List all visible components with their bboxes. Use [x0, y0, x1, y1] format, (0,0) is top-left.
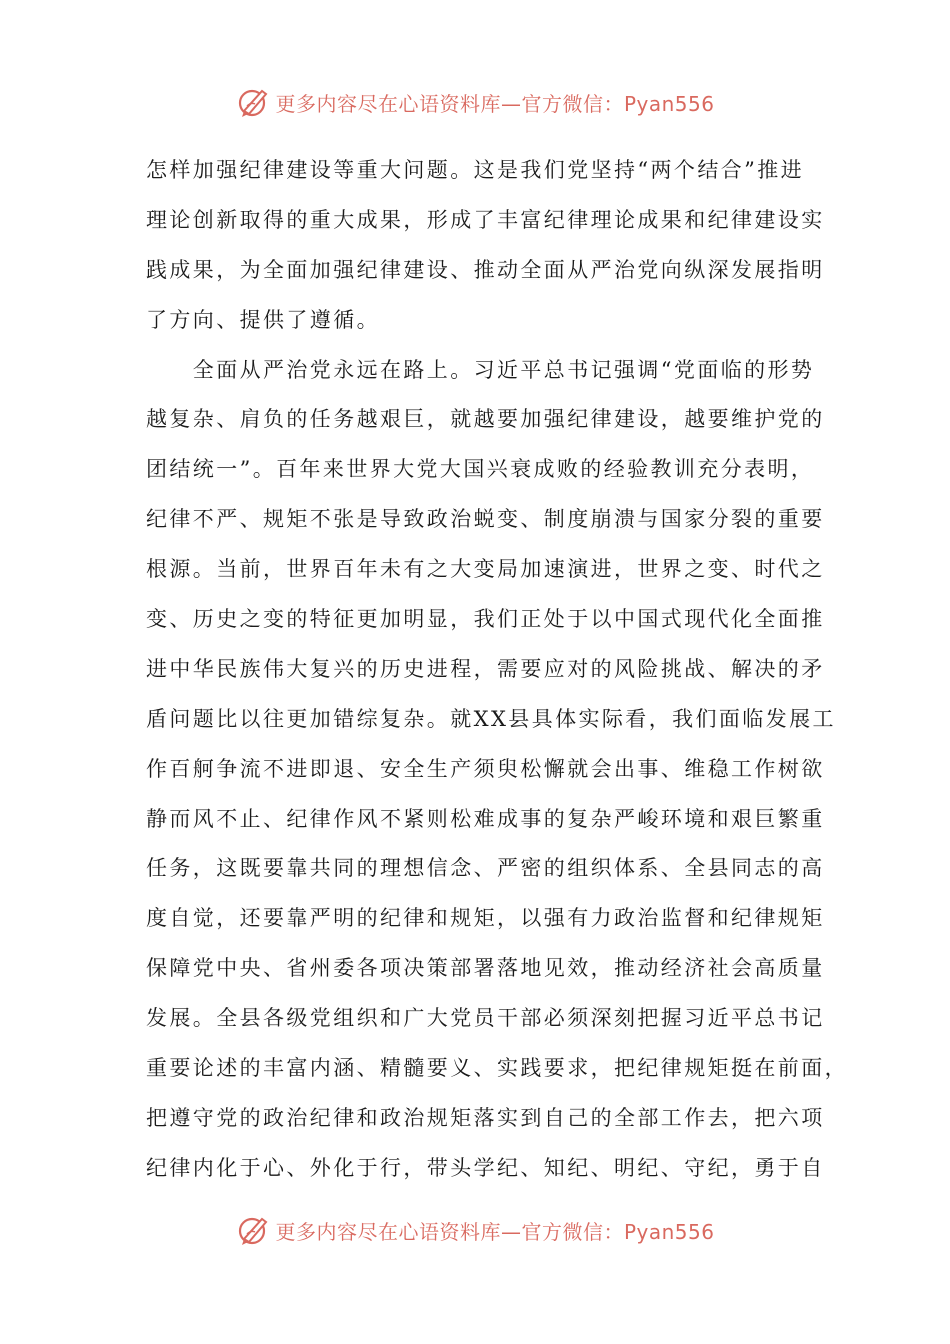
- body-line: 根源。当前，世界百年未有之大变局加速演进，世界之变、时代之: [146, 557, 825, 582]
- body-line: 作百舸争流不进即退、安全生产须臾松懈就会出事、维稳工作树欲: [146, 756, 825, 781]
- body-line: 静而风不止、纪律作风不紧则松难成事的复杂严峻环境和艰巨繁重: [146, 806, 825, 831]
- body-line: 怎样加强纪律建设等重大问题。这是我们党坚持“两个结合”推进: [146, 158, 805, 182]
- body-line: 度自觉，还要靠严明的纪律和规矩，以强有力政治监督和纪律规矩: [146, 906, 825, 931]
- body-line: 重要论述的丰富内涵、精髓要义、实践要求，把纪律规矩挺在前面，: [146, 1056, 848, 1081]
- body-line: 践成果，为全面加强纪律建设、推动全面从严治党向纵深发展指明: [146, 257, 825, 282]
- body-line: 了方向、提供了遵循。: [146, 307, 380, 332]
- body-line: 纪律不严、规矩不张是导致政治蜕变、制度崩溃与国家分裂的重要: [146, 507, 825, 532]
- body-line: 把遵守党的政治纪律和政治规矩落实到自己的全部工作去，把六项: [146, 1105, 825, 1130]
- pen-logo-icon: [235, 84, 271, 120]
- body-line: 越复杂、肩负的任务越艰巨，就越要加强纪律建设，越要维护党的: [146, 407, 825, 432]
- footer-banner: [0, 1210, 950, 1250]
- body-line: 盾问题比以往更加错综复杂。就XX县具体实际看，我们面临发展工: [146, 706, 836, 731]
- body-line: 团结统一”。百年来世界大党大国兴衰成败的经验教训充分表明，: [146, 457, 815, 482]
- body-line: 全面从严治党永远在路上。习近平总书记强调“党面临的形势: [146, 357, 815, 382]
- body-line: 保障党中央、省州委各项决策部署落地见效，推动经济社会高质量: [146, 956, 825, 981]
- header-banner-text: 更多内容尽在心语资料库—官方微信：Pyan556: [275, 91, 715, 116]
- body-line: 纪律内化于心、外化于行，带头学纪、知纪、明纪、守纪，勇于自: [146, 1155, 825, 1180]
- header-banner: [0, 82, 950, 122]
- body-line: 进中华民族伟大复兴的历史进程，需要应对的风险挑战、解决的矛: [146, 656, 825, 681]
- body-line: 变、历史之变的特征更加明显，我们正处于以中国式现代化全面推: [146, 607, 825, 632]
- body-line: 发展。全县各级党组织和广大党员干部必须深刻把握习近平总书记: [146, 1006, 825, 1031]
- body-line: 任务，这既要靠共同的理想信念、严密的组织体系、全县同志的高: [146, 856, 825, 881]
- pen-logo-icon: [235, 1212, 271, 1248]
- document-body: [146, 146, 848, 1194]
- body-line: 理论创新取得的重大成果，形成了丰富纪律理论成果和纪律建设实: [146, 207, 825, 232]
- footer-banner-text: 更多内容尽在心语资料库—官方微信：Pyan556: [275, 1219, 715, 1244]
